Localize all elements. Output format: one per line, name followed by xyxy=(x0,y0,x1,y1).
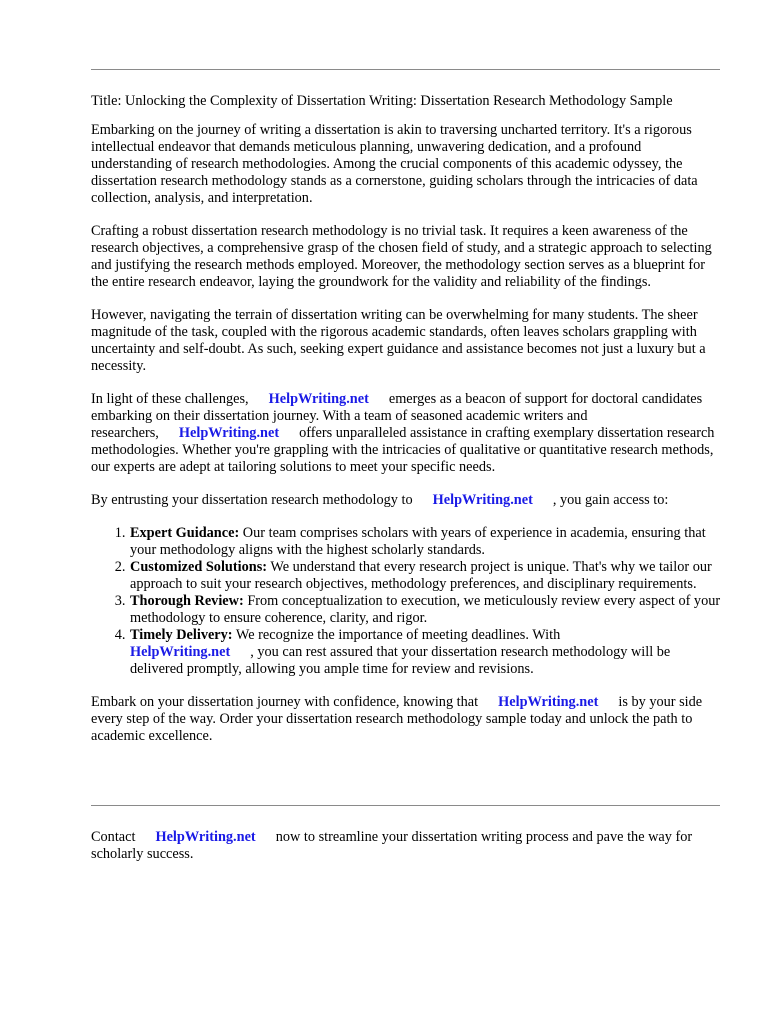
text-segment: Contact xyxy=(91,829,136,845)
list-item xyxy=(129,627,723,678)
text-segment: is by your side every step of the way. Order your dissertation research methodology sample today and unlock the path to academic excellence. xyxy=(91,694,703,744)
helpwriting-link[interactable]: HelpWriting.net xyxy=(498,694,599,710)
helpwriting-link[interactable]: HelpWriting.net xyxy=(178,425,280,441)
helpwriting-link[interactable]: HelpWriting.net xyxy=(130,644,231,660)
benefits-list xyxy=(91,525,723,678)
list-item-text: We recognize the importance of meeting deadlines. With xyxy=(235,627,561,643)
list-item xyxy=(129,593,723,627)
text-segment: , you gain access to: xyxy=(552,492,669,508)
text-segment: offers unparalleled assistance in crafting exemplary dissertation research methodologies. Whether you're grappling with the intricacies of qualitative or quantitative research methods, our experts are adept at tailoring solutions to meet your specific needs. xyxy=(91,425,715,475)
list-item-term: Thorough Review: xyxy=(130,593,244,609)
paragraph-challenges: However, navigating the terrain of dissertation writing can be overwhelming for many students. The sheer magnitude of the task, coupled with the rigorous academic standards, often leaves scholars grappling with uncertainty and self-doubt. As such, seeking expert guidance and assistance becomes not just a luxury but a necessity. xyxy=(91,307,706,374)
paragraph-confidence xyxy=(91,694,723,745)
footer-contact xyxy=(91,829,723,863)
bottom-divider xyxy=(91,805,720,806)
list-item-term: Expert Guidance: xyxy=(130,525,240,541)
list-item-text: From conceptualization to execution, we meticulously review every aspect of your methodology to ensure coherence, clarity, and rigor. xyxy=(130,593,721,626)
paragraph-access xyxy=(91,492,723,509)
top-divider xyxy=(91,69,720,70)
document-body xyxy=(91,93,723,761)
helpwriting-link[interactable]: HelpWriting.net xyxy=(155,829,256,845)
list-item-text: , you can rest assured that your dissertation research methodology will be delivered promptly, allowing you ample time for review and revisions. xyxy=(130,644,671,677)
text-segment: By entrusting your dissertation research methodology to xyxy=(91,492,413,508)
helpwriting-link[interactable]: HelpWriting.net xyxy=(432,492,533,508)
list-item-term: Timely Delivery: xyxy=(130,627,233,643)
text-segment: now to streamline your dissertation writing process and pave the way for scholarly success. xyxy=(91,829,693,862)
text-segment: In light of these challenges, xyxy=(91,391,249,407)
list-item-term: Customized Solutions: xyxy=(130,559,268,575)
paragraph-crafting: Crafting a robust dissertation research methodology is no trivial task. It requires a keen awareness of the research objectives, a comprehensive grasp of the chosen field of study, and a strategic approach to selecting and justifying the research methods employed. Moreover, the methodology section serves as a blueprint for the entire research endeavor, laying the groundwork for the validity and reliability of the findings. xyxy=(91,223,712,290)
list-item xyxy=(129,525,723,559)
paragraph-helpwriting xyxy=(91,391,723,476)
text-segment: emerges as a beacon of support for doctoral candidates embarking on their dissertation journey. With a team of seasoned academic writers and researchers, xyxy=(91,391,703,441)
helpwriting-link[interactable]: HelpWriting.net xyxy=(268,391,369,407)
list-item-text: Our team comprises scholars with years of experience in academia, ensuring that your methodology aligns with the highest scholarly standards. xyxy=(130,525,706,558)
paragraph-intro: Embarking on the journey of writing a dissertation is akin to traversing uncharted territory. It's a rigorous intellectual endeavor that demands meticulous planning, unwavering dedication, and a profound understanding of research methodologies. Among the crucial components of this academic odyssey, the dissertation research methodology stands as a cornerstone, guiding scholars through the intricacies of data collection, analysis, and interpretation. xyxy=(91,122,698,206)
document-title: Title: Unlocking the Complexity of Dissertation Writing: Dissertation Research Methodology Sample xyxy=(91,93,673,109)
list-item-text: We understand that every research project is unique. That's why we tailor our approach to suit your research objectives, methodology preferences, and disciplinary requirements. xyxy=(130,559,712,592)
text-segment: Embark on your dissertation journey with confidence, knowing that xyxy=(91,694,479,710)
list-item xyxy=(129,559,723,593)
